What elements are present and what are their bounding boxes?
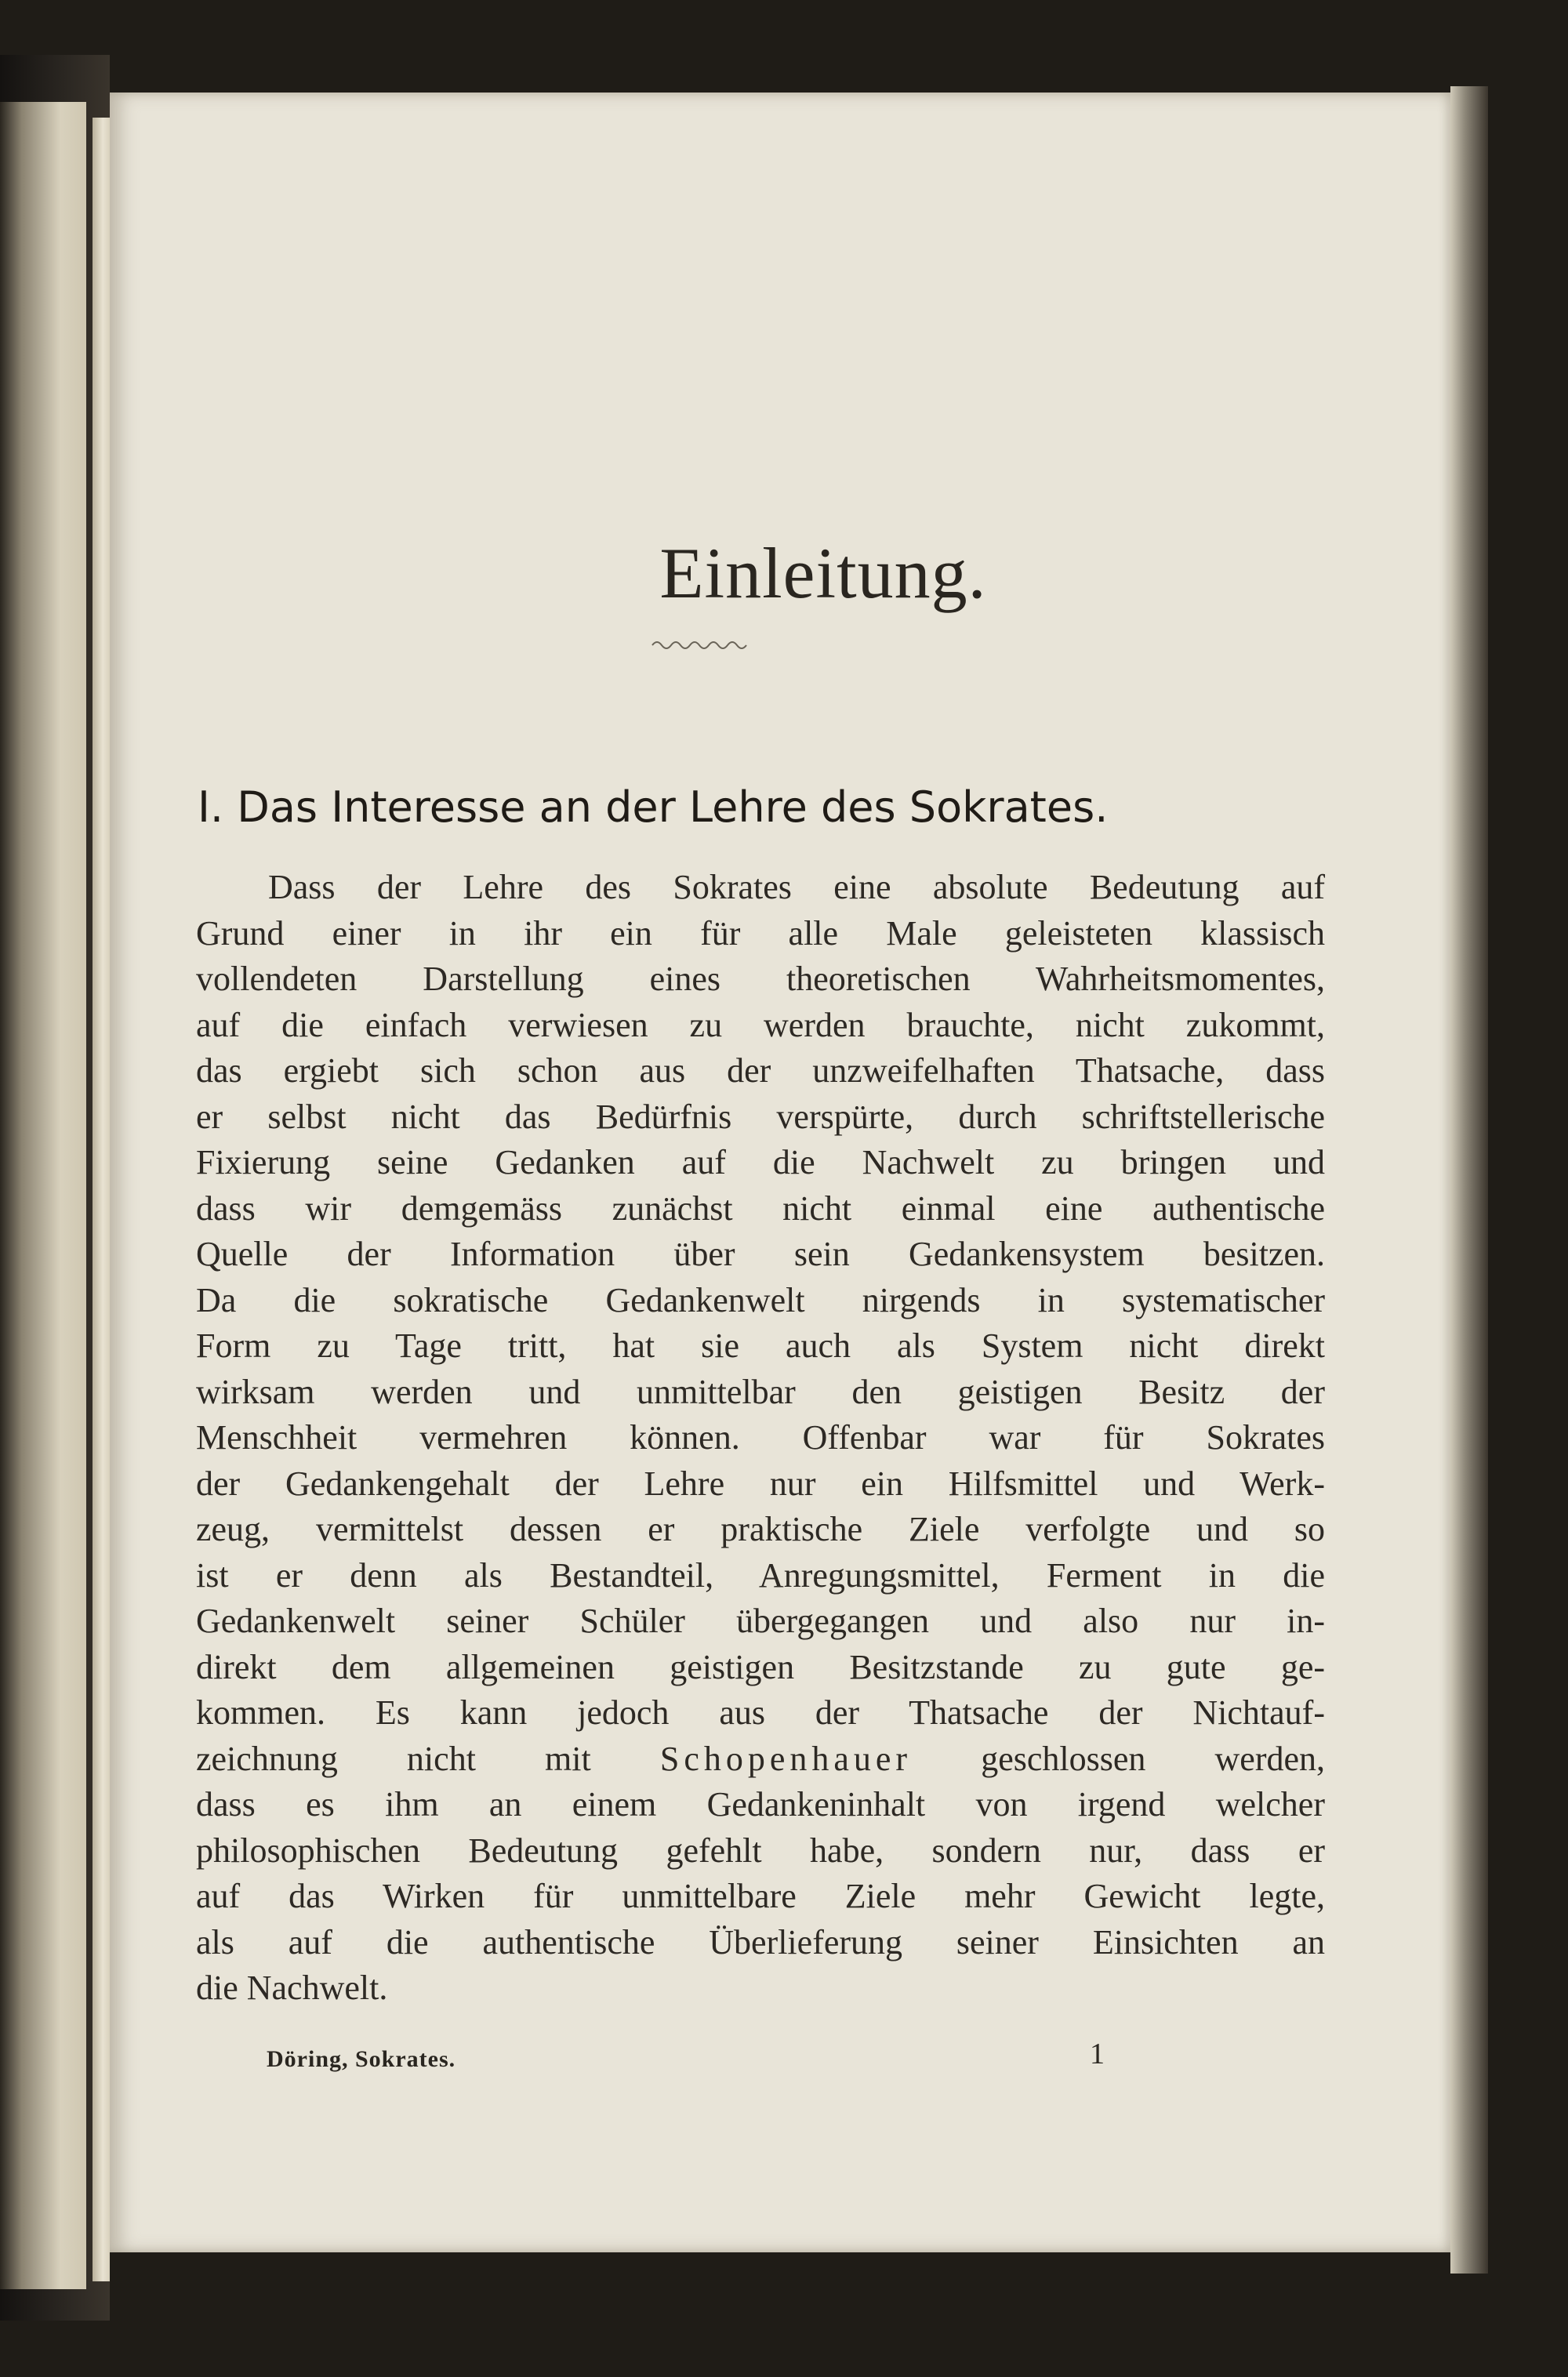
text-line-last: die Nachwelt. bbox=[196, 1969, 388, 2007]
text-line: Grund einer in ihr ein für alle Male geleisteten klassisch bbox=[196, 913, 1325, 953]
text-line: kommen. Es kann jedoch aus der Thatsache der Nichtauf- bbox=[196, 1693, 1325, 1732]
text-line: direkt dem allgemeinen geistigen Besitzstande zu gute ge- bbox=[196, 1647, 1325, 1686]
body-paragraph bbox=[196, 865, 1325, 2012]
page-number: 1 bbox=[1090, 2038, 1105, 2070]
text-line: Dass der Lehre des Sokrates eine absolute Bedeutung auf bbox=[268, 868, 1325, 906]
signature-mark: Döring, Sokrates. bbox=[267, 2046, 456, 2072]
text-line: er selbst nicht das Bedürfnis verspürte, durch schriftstellerische bbox=[196, 1097, 1325, 1136]
text-line: als auf die authentische Überlieferung seiner Einsichten an bbox=[196, 1922, 1325, 1961]
text-line: Fixierung seine Gedanken auf die Nachwelt zu bringen und bbox=[196, 1143, 1325, 1181]
page-title: Einleitung. bbox=[659, 533, 987, 613]
text-fragment: zeichnung nicht mit bbox=[196, 1739, 660, 1778]
text-line: wirksam werden und unmittelbar den geistigen Besitz der bbox=[196, 1372, 1325, 1411]
text-line: der Gedankengehalt der Lehre nur ein Hilfsmittel und Werk- bbox=[196, 1464, 1325, 1503]
text-line: zeug, vermittelst dessen er praktische Ziele verfolgte und so bbox=[196, 1510, 1325, 1548]
left-page-edge bbox=[0, 102, 86, 2289]
book-page bbox=[110, 93, 1450, 2252]
text-line-with-name bbox=[196, 1736, 1325, 1783]
text-line: Da die sokratische Gedankenwelt nirgends in systematischer bbox=[196, 1280, 1325, 1319]
author-name-spaced: Schopenhauer bbox=[659, 1739, 913, 1778]
spine-gutter bbox=[93, 118, 110, 2281]
text-line: dass wir demgemäss zunächst nicht einmal eine authentische bbox=[196, 1188, 1325, 1228]
page-block-edge bbox=[1450, 86, 1488, 2274]
text-line: ist er denn als Bestandteil, Anregungsmittel, Ferment in die bbox=[196, 1555, 1325, 1595]
text-line: philosophischen Bedeutung gefehlt habe, sondern nur, dass er bbox=[196, 1831, 1325, 1870]
text-line: dass es ihm an einem Gedankeninhalt von irgend welcher bbox=[196, 1785, 1325, 1824]
text-line: Gedankenwelt seiner Schüler übergegangen und also nur in- bbox=[196, 1602, 1325, 1640]
text-line: das ergiebt sich schon aus der unzweifelhaften Thatsache, dass bbox=[196, 1051, 1325, 1090]
text-line: vollendeten Darstellung eines theoretischen Wahrheitsmomentes, bbox=[196, 960, 1325, 998]
text-line: auf die einfach verwiesen zu werden brauchte, nicht zukommt, bbox=[196, 1005, 1325, 1044]
title-ornament bbox=[651, 637, 753, 653]
text-line: Form zu Tage tritt, hat sie auch als System nicht direkt bbox=[196, 1326, 1325, 1365]
text-fragment: geschlossen werden, bbox=[912, 1739, 1326, 1778]
text-line: Menschheit vermehren können. Offenbar war für Sokrates bbox=[196, 1418, 1325, 1457]
section-heading: I. Das Interesse an der Lehre des Sokrates. bbox=[198, 782, 1109, 832]
text-line: auf das Wirken für unmittelbare Ziele mehr Gewicht legte, bbox=[196, 1877, 1325, 1915]
text-line: Quelle der Information über sein Gedankensystem besitzen. bbox=[196, 1235, 1325, 1273]
